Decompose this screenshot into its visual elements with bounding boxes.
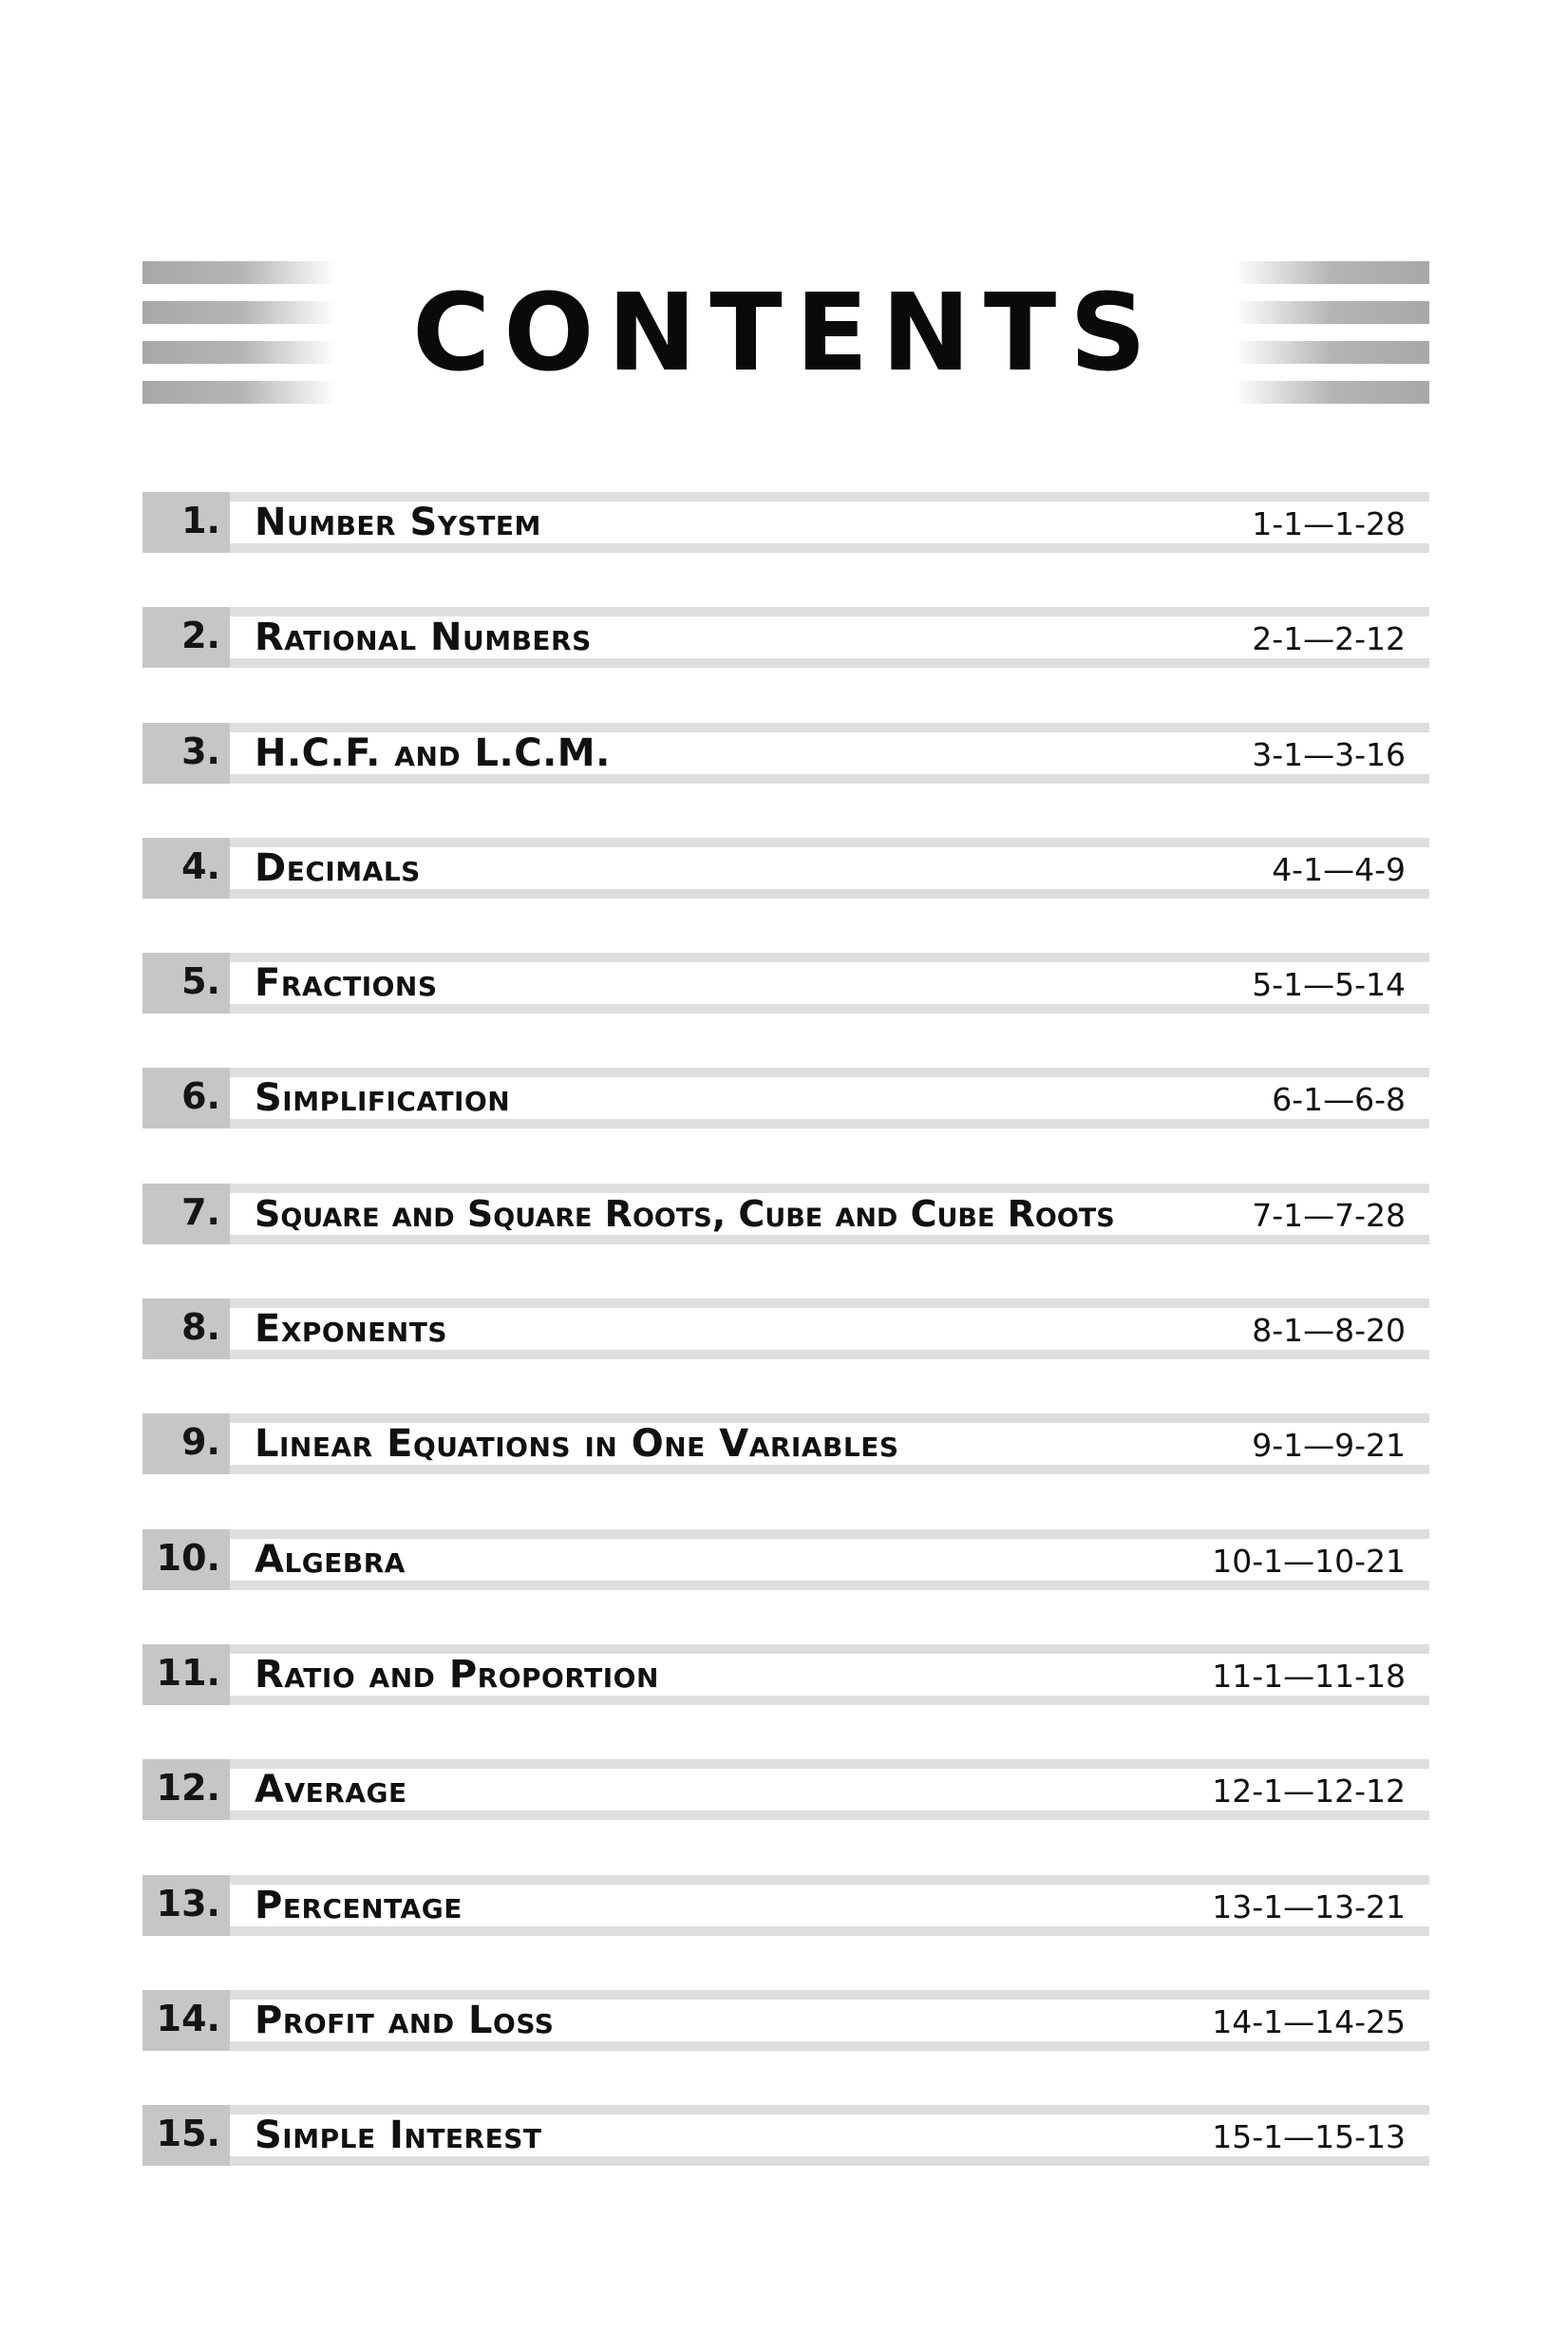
toc-entry[interactable] bbox=[142, 492, 1429, 553]
chapter-title: Linear Equations in One Variables bbox=[255, 1422, 899, 1467]
page-range: 13-1—13-21 bbox=[1212, 1887, 1406, 1925]
chapter-title: Rational Numbers bbox=[255, 616, 592, 660]
chapter-number: 11. bbox=[156, 1651, 220, 1694]
chapter-number-box bbox=[142, 607, 230, 668]
toc-entry[interactable] bbox=[142, 1875, 1429, 1936]
stripe bbox=[1235, 261, 1429, 284]
chapter-title: Exponents bbox=[255, 1307, 447, 1352]
chapter-number-box bbox=[142, 492, 230, 553]
chapter-title: Ratio and Proportion bbox=[255, 1652, 659, 1697]
page-range: 2-1—2-12 bbox=[1252, 620, 1406, 658]
chapter-number: 6. bbox=[181, 1075, 220, 1118]
page-title: CONTENTS bbox=[412, 272, 1160, 395]
chapter-number: 7. bbox=[181, 1190, 220, 1233]
chapter-title: Percentage bbox=[255, 1883, 463, 1927]
toc-entry[interactable] bbox=[142, 1759, 1429, 1820]
chapter-number: 9. bbox=[181, 1421, 220, 1464]
chapter-number: 1. bbox=[181, 500, 220, 541]
chapter-number-box bbox=[142, 838, 230, 899]
page-range: 5-1—5-14 bbox=[1252, 966, 1406, 1004]
chapter-number-box bbox=[142, 1299, 230, 1359]
toc-entry[interactable] bbox=[142, 1184, 1429, 1244]
page-range: 14-1—14-25 bbox=[1212, 2002, 1406, 2040]
chapter-number-box bbox=[142, 1875, 230, 1936]
chapter-title: Number System bbox=[255, 501, 541, 544]
chapter-number: 2. bbox=[181, 615, 220, 657]
chapter-title: Simplification bbox=[255, 1076, 511, 1121]
chapter-number-box bbox=[142, 1529, 230, 1590]
page-range: 3-1—3-16 bbox=[1252, 735, 1406, 773]
toc-entry[interactable] bbox=[142, 1413, 1429, 1474]
chapter-number: 8. bbox=[181, 1306, 220, 1349]
stripe bbox=[1235, 301, 1429, 324]
chapter-number-box bbox=[142, 1413, 230, 1474]
rule-bottom bbox=[230, 1004, 1429, 1014]
rule-bottom bbox=[230, 1811, 1429, 1820]
page-range: 1-1—1-28 bbox=[1252, 505, 1406, 542]
toc-entry[interactable] bbox=[142, 723, 1429, 784]
chapter-number-box bbox=[142, 2105, 230, 2166]
rule-bottom bbox=[230, 774, 1429, 784]
page-range: 15-1—15-13 bbox=[1212, 2118, 1406, 2156]
rule-bottom bbox=[230, 1235, 1429, 1244]
rule-bottom bbox=[230, 1350, 1429, 1359]
chapter-title: Algebra bbox=[255, 1537, 406, 1582]
toc-entry[interactable] bbox=[142, 1529, 1429, 1590]
toc-entry[interactable] bbox=[142, 1068, 1429, 1128]
stripe bbox=[1235, 381, 1429, 404]
rule-bottom bbox=[230, 658, 1429, 668]
page-range: 8-1—8-20 bbox=[1252, 1312, 1406, 1350]
toc-entry[interactable] bbox=[142, 607, 1429, 668]
page-range: 11-1—11-18 bbox=[1212, 1657, 1406, 1695]
rule-bottom bbox=[230, 2156, 1429, 2166]
chapter-number-box bbox=[142, 1068, 230, 1128]
page-range: 12-1—12-12 bbox=[1212, 1773, 1406, 1811]
chapter-title: H.C.F. and L.C.M. bbox=[255, 730, 611, 775]
rule-bottom bbox=[230, 543, 1429, 553]
chapter-number: 5. bbox=[181, 960, 220, 1003]
chapter-number: 14. bbox=[156, 1997, 220, 2039]
chapter-title: Average bbox=[255, 1768, 407, 1812]
page-range: 9-1—9-21 bbox=[1252, 1427, 1406, 1465]
decorative-stripes-right bbox=[1235, 261, 1429, 404]
page-range: 4-1—4-9 bbox=[1272, 850, 1406, 888]
rule-bottom bbox=[230, 1926, 1429, 1936]
page-range: 6-1—6-8 bbox=[1272, 1081, 1406, 1119]
chapter-number: 15. bbox=[156, 2113, 220, 2155]
rule-bottom bbox=[230, 1696, 1429, 1705]
chapter-title: Simple Interest bbox=[255, 2114, 542, 2158]
chapter-title: Profit and Loss bbox=[255, 1998, 555, 2042]
chapter-number: 3. bbox=[181, 730, 220, 772]
chapter-number: 13. bbox=[156, 1882, 220, 1924]
toc-entry[interactable] bbox=[142, 1299, 1429, 1359]
chapter-title: Decimals bbox=[255, 845, 421, 890]
chapter-number: 4. bbox=[181, 844, 220, 887]
rule-top bbox=[230, 1759, 1429, 1769]
chapter-number-box bbox=[142, 1644, 230, 1705]
chapter-number: 10. bbox=[156, 1536, 220, 1579]
rule-bottom bbox=[230, 2041, 1429, 2051]
chapter-number-box bbox=[142, 723, 230, 784]
toc-entry[interactable] bbox=[142, 838, 1429, 899]
chapter-number-box bbox=[142, 1759, 230, 1820]
toc-entry[interactable] bbox=[142, 953, 1429, 1014]
toc-entry[interactable] bbox=[142, 1990, 1429, 2051]
rule-bottom bbox=[230, 889, 1429, 899]
page-range: 7-1—7-28 bbox=[1252, 1196, 1406, 1234]
toc-entry[interactable] bbox=[142, 1644, 1429, 1705]
chapter-title: Fractions bbox=[255, 961, 438, 1006]
chapter-number-box bbox=[142, 1990, 230, 2051]
chapter-title: Square and Square Roots, Cube and Cube Roots bbox=[255, 1192, 1115, 1235]
chapter-number: 12. bbox=[156, 1767, 220, 1810]
rule-bottom bbox=[230, 1581, 1429, 1590]
chapter-number-box bbox=[142, 953, 230, 1014]
chapter-number-box bbox=[142, 1184, 230, 1244]
rule-bottom bbox=[230, 1119, 1429, 1128]
toc-entry[interactable] bbox=[142, 2105, 1429, 2166]
table-of-contents bbox=[142, 492, 1429, 2220]
contents-header bbox=[142, 261, 1429, 404]
page-range: 10-1—10-21 bbox=[1212, 1542, 1406, 1580]
rule-bottom bbox=[230, 1465, 1429, 1474]
rule-top bbox=[230, 1529, 1429, 1539]
stripe bbox=[1235, 341, 1429, 364]
